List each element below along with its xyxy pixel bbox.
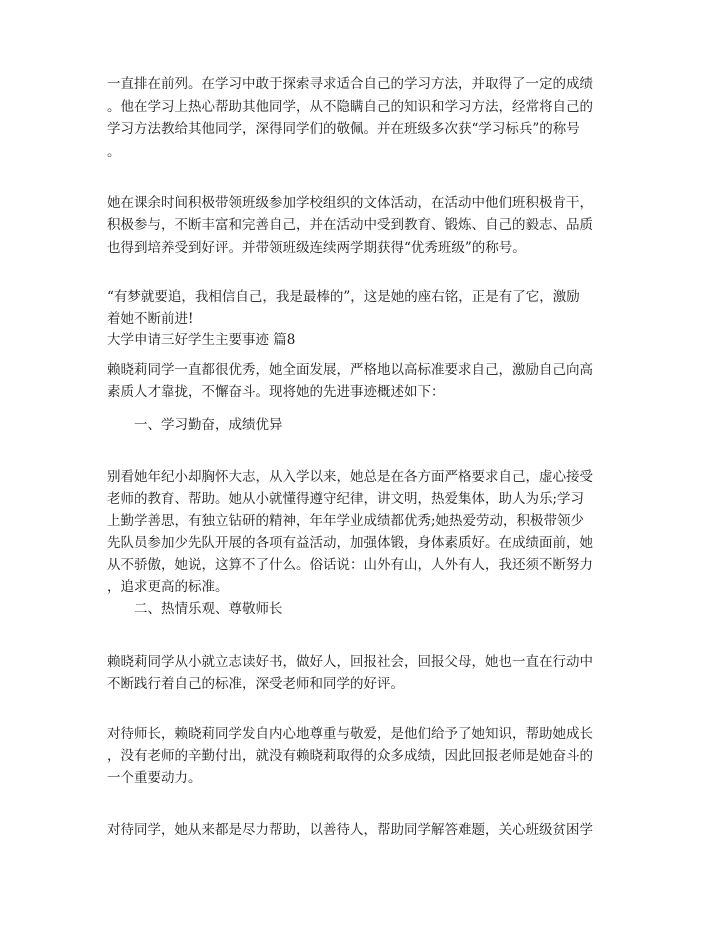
text-line: 也得到培养受到好评。并带领班级连续两学期获得“优秀班级”的称号。 — [107, 240, 526, 256]
text-line: 着她不断前进! — [107, 311, 194, 327]
text-line: ，没有老师的辛勤付出，就没有赖晓莉取得的众多成绩，因此回报老师是她奋斗的 — [107, 748, 593, 764]
text-line: 从不骄傲，她说，这算不了什么。俗话说：山外有山，人外有人，我还须不断努力 — [107, 557, 593, 573]
text-line: 学习方法教给其他同学，深得同学们的敬佩。并在班级多次获“学习标兵”的称号 — [107, 121, 580, 137]
text-line: 一直排在前列。在学习中敢于探索寻求适合自己的学习方法，并取得了一定的成绩 — [107, 76, 593, 92]
text-line: 别看她年纪小却胸怀大志，从入学以来，她总是在各方面严格要求自己，虚心接受 — [107, 469, 593, 485]
text-line: 一个重要动力。 — [107, 770, 202, 786]
text-line: 对待同学，她从来都是尽力帮助，以善待人，帮助同学解答难题，关心班级贫困学 — [107, 822, 593, 838]
section-heading: 大学申请三好学生主要事迹 篇8 — [107, 332, 296, 348]
subsection-heading: 一、学习勤奋，成绩优异 — [134, 417, 283, 433]
text-line: 上勤学善思，有独立钻研的精神，年年学业成绩都优秀;她热爱劳动，积极带领少 — [107, 513, 585, 529]
text-line: 赖晓莉同学从小就立志读好书，做好人，回报社会，回报父母，她也一直在行动中 — [107, 654, 593, 670]
text-line: “有梦就要追，我相信自己，我是最棒的”，这是她的座右铭，正是有了它，激励 — [107, 289, 580, 305]
text-line: 对待师长，赖晓莉同学发自内心地尊重与敬爱，是他们给予了她知识，帮助她成长 — [107, 726, 593, 742]
text-line: ，追求更高的标准。 — [107, 579, 229, 595]
text-line: 老师的教育、帮助。她从小就懂得遵守纪律，讲文明，热爱集体，助人为乐;学习 — [107, 491, 585, 507]
text-line: 赖晓莉同学一直都很优秀，她全面发展，严格地以高标准要求自己，激励自己向高 — [107, 362, 593, 378]
text-line: 积极参与，不断丰富和完善自己，并在活动中受到教育、锻炼、自己的毅志、品质 — [107, 217, 593, 233]
text-line: 先队员参加少先队开展的各项有益活动，加强体锻，身体素质好。在成绩面前，她 — [107, 535, 593, 551]
text-line: 。他在学习上热心帮助其他同学，从不隐瞒自己的知识和学习方法，经常将自己的 — [107, 99, 593, 115]
text-line: 素质人才靠拢，不懈奋斗。现将她的先进事迹概述如下： — [107, 384, 445, 400]
subsection-heading: 二、热情乐观、尊敬师长 — [134, 601, 283, 617]
text-line: 她在课余时间积极带领班级参加学校组织的文体活动，在活动中他们班积极肯干， — [107, 195, 593, 211]
text-line: 不断践行着自己的标准，深受老师和同学的好评。 — [107, 676, 404, 692]
text-line: 。 — [107, 144, 121, 160]
